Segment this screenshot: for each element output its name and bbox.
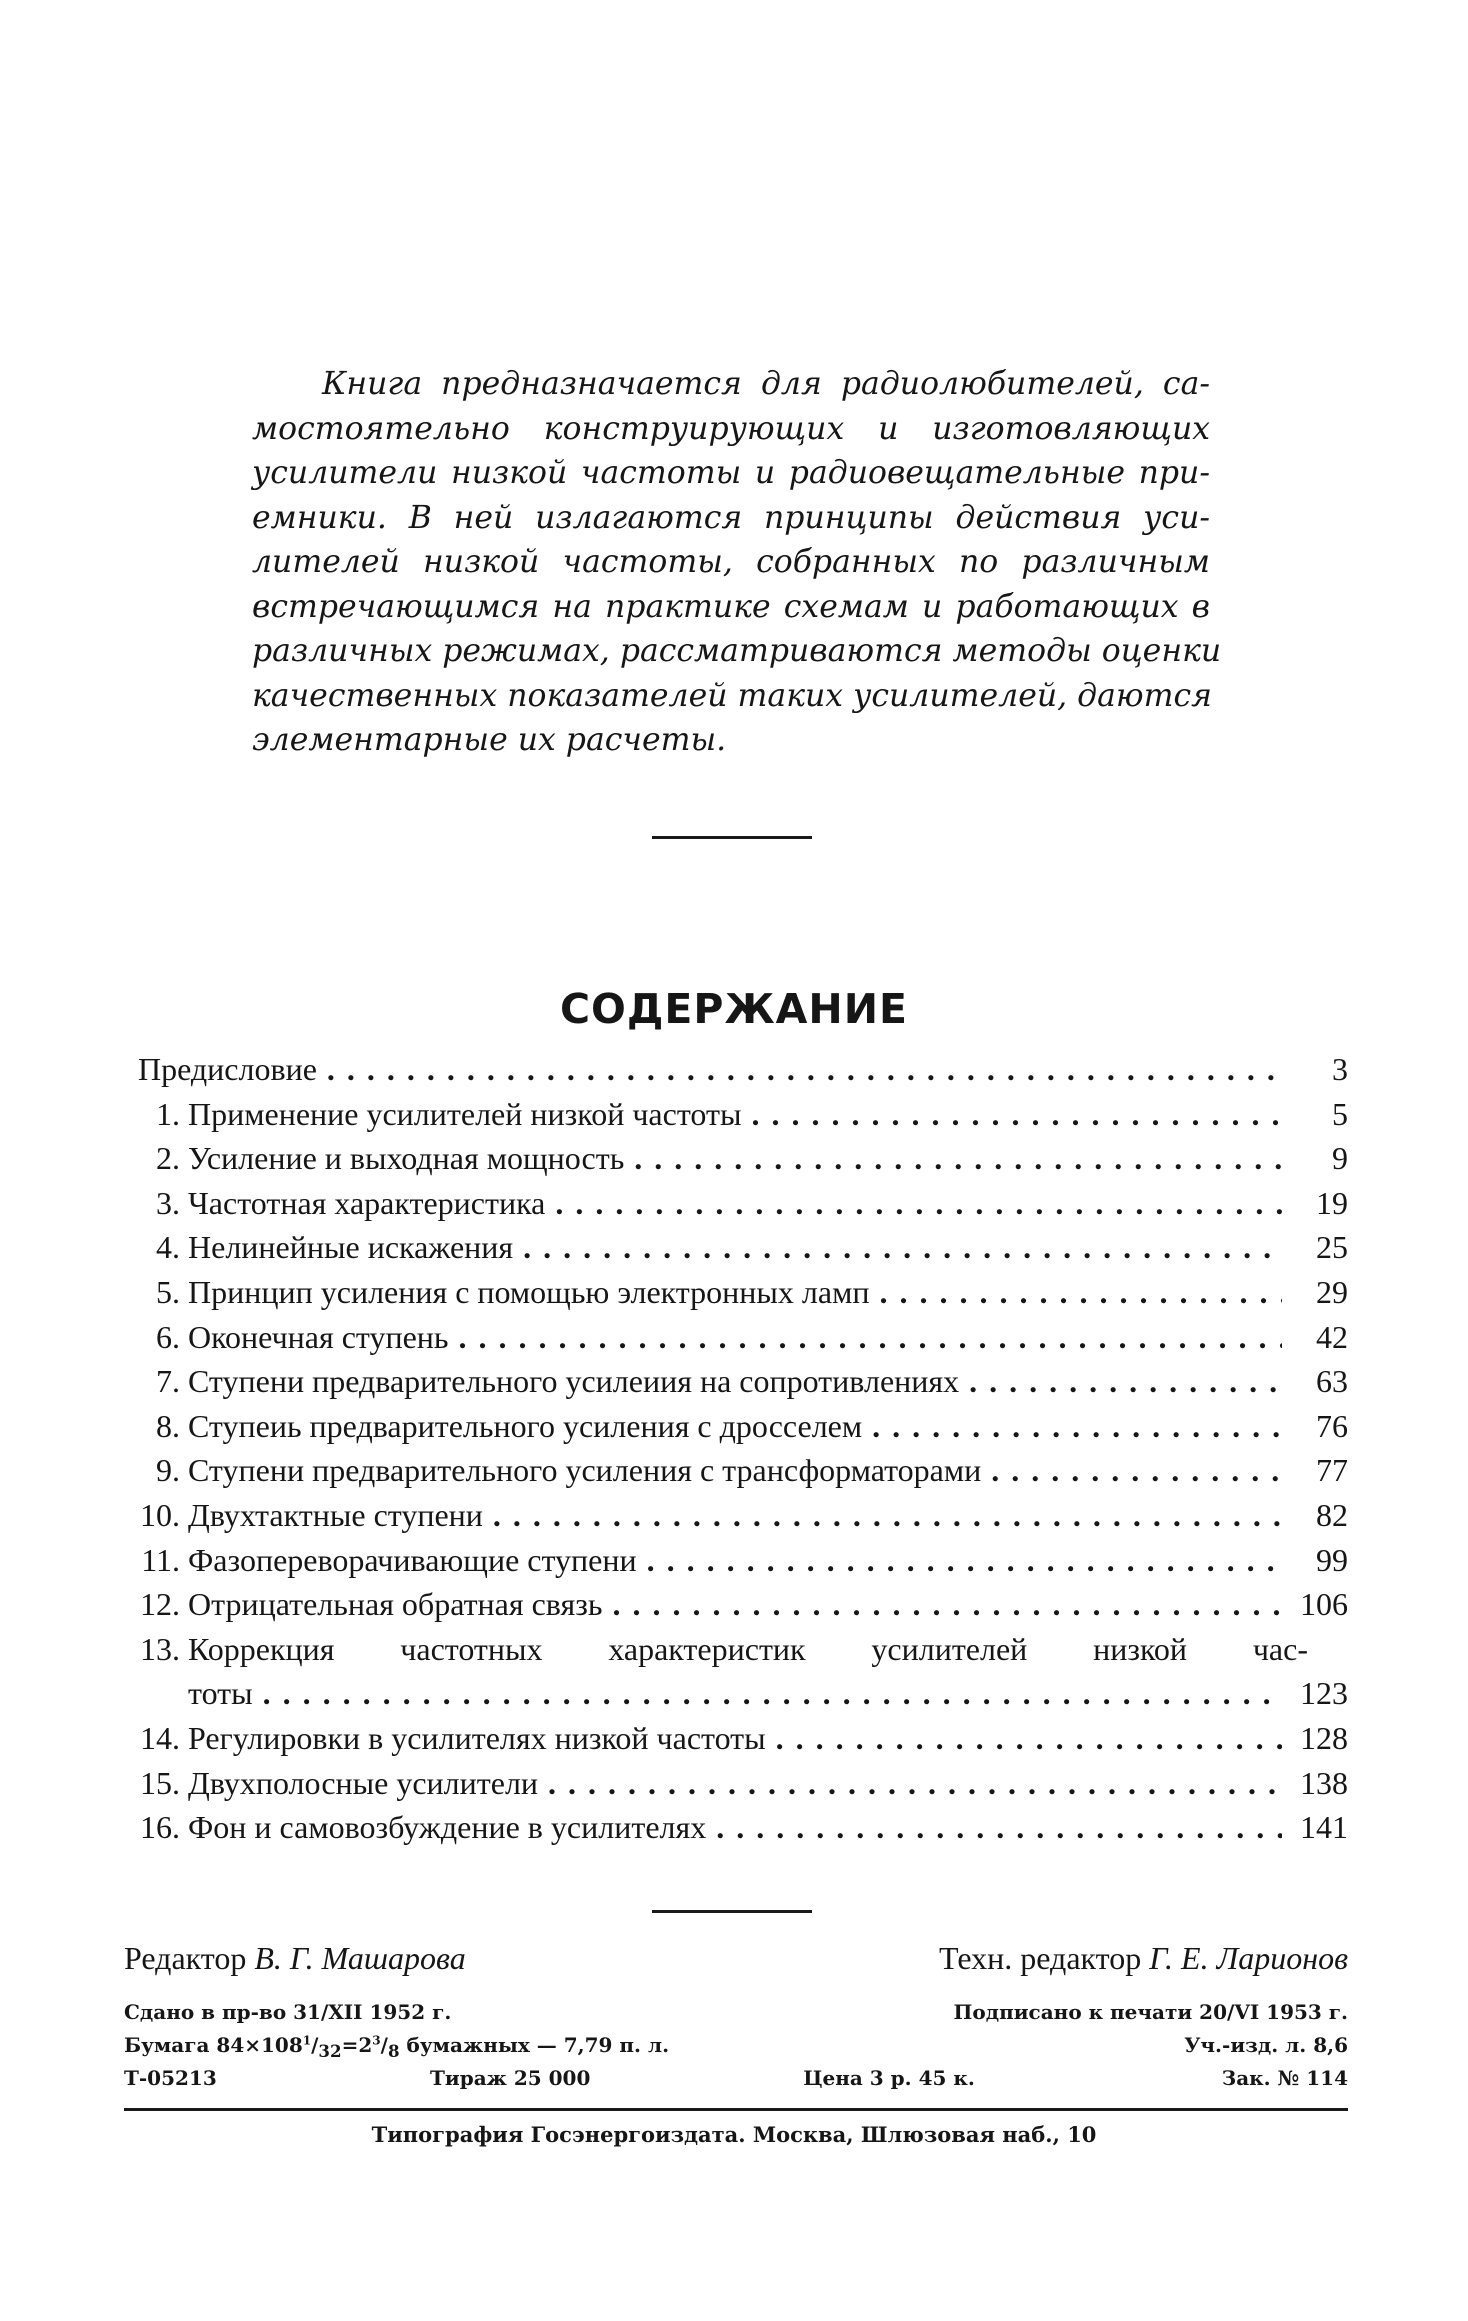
imprint-row bbox=[124, 2066, 1348, 2099]
toc-title-word: характеристик bbox=[608, 1630, 806, 1667]
toc-entry bbox=[138, 1140, 1348, 1185]
abstract-line: Книга предназначается для радиолюбителей, са- bbox=[322, 366, 1210, 402]
toc-entry bbox=[138, 1452, 1348, 1497]
toc-entry-page: 42 bbox=[1316, 1318, 1348, 1355]
toc-entry-title: Усиление и выходная мощность bbox=[188, 1140, 625, 1177]
printer-info: Типография Госэнергоиздата. Москва, Шлюзовая наб., 10 bbox=[371, 2122, 1097, 2147]
dot-leader bbox=[327, 1051, 1282, 1088]
abstract-line: емники. В ней излагаются принципы действия уси- bbox=[252, 499, 1210, 536]
price: Цена 3 р. 45 к. bbox=[803, 2066, 975, 2090]
toc-entry-page: 25 bbox=[1316, 1229, 1348, 1266]
print-run: Тираж 25 000 bbox=[430, 2066, 591, 2090]
dot-leader bbox=[776, 1720, 1282, 1757]
toc-heading: СОДЕРЖАНИЕ bbox=[559, 985, 909, 1033]
imprint-row bbox=[124, 2033, 1348, 2066]
divider-rule bbox=[652, 1910, 812, 1913]
toc-entry-number: 3. bbox=[156, 1184, 180, 1221]
toc-entry-title-cont: тоты bbox=[188, 1675, 253, 1712]
toc-title-word: час- bbox=[1252, 1630, 1308, 1667]
toc-entry bbox=[138, 1497, 1348, 1542]
toc-entry-title: Ступени предварительного усилеиия на сопротивлениях bbox=[188, 1363, 960, 1400]
divider-rule bbox=[652, 836, 812, 839]
toc-entry-number: 8. bbox=[156, 1407, 180, 1444]
signed-date: Подписано к печати 20/VI 1953 г. bbox=[953, 2000, 1348, 2024]
toc-entry-page: 141 bbox=[1300, 1809, 1348, 1846]
toc-entry-page: 138 bbox=[1300, 1764, 1348, 1801]
toc-title-word: частотных bbox=[400, 1630, 543, 1667]
publisher-sheets: Уч.-изд. л. 8,6 bbox=[1184, 2033, 1348, 2057]
toc-entry-page: 106 bbox=[1300, 1586, 1348, 1623]
abstract-line: элементарные их расчеты. bbox=[252, 722, 727, 758]
imprint-block bbox=[124, 2000, 1348, 2099]
toc-entry-title bbox=[188, 1631, 1308, 1668]
toc-entry bbox=[138, 1185, 1348, 1230]
editor-credit bbox=[124, 1940, 466, 1977]
editor-label: Редактор bbox=[124, 1940, 247, 1976]
toc-title-word: Коррекция bbox=[188, 1630, 335, 1667]
dot-leader bbox=[872, 1408, 1282, 1445]
toc-entry-title: Фон и самовозбуждение в усилителях bbox=[188, 1809, 707, 1846]
abstract-line: качественных показателей таких усилителей, даются bbox=[252, 677, 1212, 714]
dot-leader bbox=[634, 1140, 1282, 1177]
toc-entry bbox=[138, 1274, 1348, 1319]
abstract-paragraph bbox=[252, 362, 1222, 763]
toc-entry-page: 5 bbox=[1332, 1095, 1348, 1132]
toc-entry-number: 10. bbox=[140, 1496, 180, 1533]
toc-entry-title: Предисловие bbox=[138, 1051, 317, 1087]
toc-entry-number: 7. bbox=[156, 1363, 180, 1400]
toc-entry-title: Ступени предварительного усиления с трансформаторами bbox=[188, 1452, 982, 1489]
dot-leader bbox=[716, 1809, 1282, 1846]
toc-entry-page: 19 bbox=[1316, 1184, 1348, 1221]
toc-entry bbox=[138, 1542, 1348, 1587]
submitted-date: Сдано в пр-во 31/XII 1952 г. bbox=[124, 2000, 452, 2024]
toc-entry bbox=[138, 1765, 1348, 1810]
toc-entry bbox=[138, 1720, 1348, 1765]
dot-leader bbox=[991, 1452, 1282, 1489]
toc-entry-number: 12. bbox=[140, 1586, 180, 1623]
toc-entry-page: 3 bbox=[1332, 1051, 1348, 1087]
dot-leader bbox=[647, 1542, 1282, 1579]
toc-entry-preface bbox=[138, 1051, 1348, 1096]
toc-title-word: усилителей bbox=[871, 1630, 1028, 1667]
toc-entry-continuation bbox=[138, 1675, 1348, 1720]
table-of-contents bbox=[138, 1051, 1348, 1854]
toc-entry-number: 11. bbox=[141, 1541, 180, 1578]
toc-entry-page: 99 bbox=[1316, 1541, 1348, 1578]
toc-entry-page: 123 bbox=[1300, 1675, 1348, 1712]
tech-editor-name: Г. Е. Ларионов bbox=[1149, 1940, 1348, 1976]
editor-name: В. Г. Машарова bbox=[254, 1940, 466, 1976]
toc-entry-title: Регулировки в усилителях низкой частоты bbox=[188, 1719, 766, 1756]
dot-leader bbox=[263, 1675, 1282, 1712]
dot-leader bbox=[459, 1319, 1282, 1356]
abstract-line: встречающимся на практике схемам и работающих в bbox=[252, 588, 1210, 625]
abstract-line: лителей низкой частоты, собранных по различным bbox=[252, 544, 1210, 580]
toc-entry bbox=[138, 1363, 1348, 1408]
toc-entry-page: 63 bbox=[1316, 1363, 1348, 1400]
toc-entry-number: 9. bbox=[156, 1452, 180, 1489]
toc-title-word: низкой bbox=[1093, 1630, 1188, 1667]
dot-leader bbox=[969, 1363, 1282, 1400]
dot-leader bbox=[612, 1586, 1282, 1623]
toc-entry-number: 5. bbox=[156, 1273, 180, 1310]
toc-entry-page: 29 bbox=[1316, 1273, 1348, 1310]
dot-leader bbox=[751, 1096, 1282, 1133]
dot-leader bbox=[555, 1185, 1282, 1222]
tech-editor-credit bbox=[939, 1940, 1348, 1977]
order-number: Зак. № 114 bbox=[1221, 2066, 1348, 2090]
toc-entry bbox=[138, 1229, 1348, 1274]
toc-entry-page: 128 bbox=[1300, 1719, 1348, 1756]
dot-leader bbox=[493, 1497, 1282, 1534]
paper-format: Бумага $84\times 108^1/_{32}=2^3/_8$ бумажных — 7,79 п. л. bbox=[124, 2033, 670, 2061]
toc-entry bbox=[138, 1586, 1348, 1631]
toc-entry-number: 6. bbox=[156, 1318, 180, 1355]
toc-entry-number: 16. bbox=[140, 1809, 180, 1846]
toc-entry-title: Отрицательная обратная связь bbox=[188, 1586, 603, 1623]
toc-entry bbox=[138, 1408, 1348, 1453]
toc-entry-page: 77 bbox=[1316, 1452, 1348, 1489]
toc-entry-number: 2. bbox=[156, 1140, 180, 1177]
toc-entry-title: Ступеиь предварительного усиления с дросселем bbox=[188, 1407, 863, 1444]
toc-entry-number: 1. bbox=[156, 1095, 180, 1132]
dot-leader bbox=[523, 1229, 1282, 1266]
abstract-line: мостоятельно конструирующих и изготовляющих bbox=[252, 410, 1210, 447]
toc-entry-page: 9 bbox=[1332, 1140, 1348, 1177]
toc-entry-number: 4. bbox=[156, 1229, 180, 1266]
editors-credits bbox=[124, 1940, 1348, 1977]
toc-entry bbox=[138, 1319, 1348, 1364]
toc-entry-title: Применение усилителей низкой частоты bbox=[188, 1095, 742, 1132]
toc-entry-number: 13. bbox=[140, 1630, 180, 1667]
toc-entry-title: Принцип усиления с помощью электронных ламп bbox=[188, 1273, 870, 1310]
toc-entry-title: Оконечная ступень bbox=[188, 1318, 449, 1355]
abstract-line: усилители низкой частоты и радиовещательные при- bbox=[252, 455, 1210, 491]
toc-entry bbox=[138, 1096, 1348, 1141]
toc-entry-number: 15. bbox=[140, 1764, 180, 1801]
toc-entry-number: 14. bbox=[140, 1719, 180, 1756]
toc-entry-title: Нелинейные искажения bbox=[188, 1229, 514, 1266]
toc-entry-title: Двухполосные усилители bbox=[188, 1764, 539, 1801]
dot-leader bbox=[548, 1765, 1282, 1802]
toc-entry bbox=[138, 1631, 1348, 1676]
imprint-rule bbox=[124, 2108, 1348, 2111]
toc-entry-title: Двухтактные ступени bbox=[188, 1496, 483, 1533]
toc-entry-title: Фазопереворачивающие ступени bbox=[188, 1541, 637, 1578]
dot-leader bbox=[879, 1274, 1282, 1311]
toc-entry-page: 82 bbox=[1316, 1496, 1348, 1533]
abstract-line: различных режимах, рассматриваются методы оценки bbox=[252, 633, 1222, 669]
imprint-row bbox=[124, 2000, 1348, 2033]
catalog-code: Т-05213 bbox=[124, 2066, 217, 2090]
toc-entry-page: 76 bbox=[1316, 1407, 1348, 1444]
toc-entry bbox=[138, 1809, 1348, 1854]
tech-editor-label: Техн. редактор bbox=[939, 1940, 1142, 1976]
toc-entry-title: Частотная характеристика bbox=[188, 1184, 546, 1221]
